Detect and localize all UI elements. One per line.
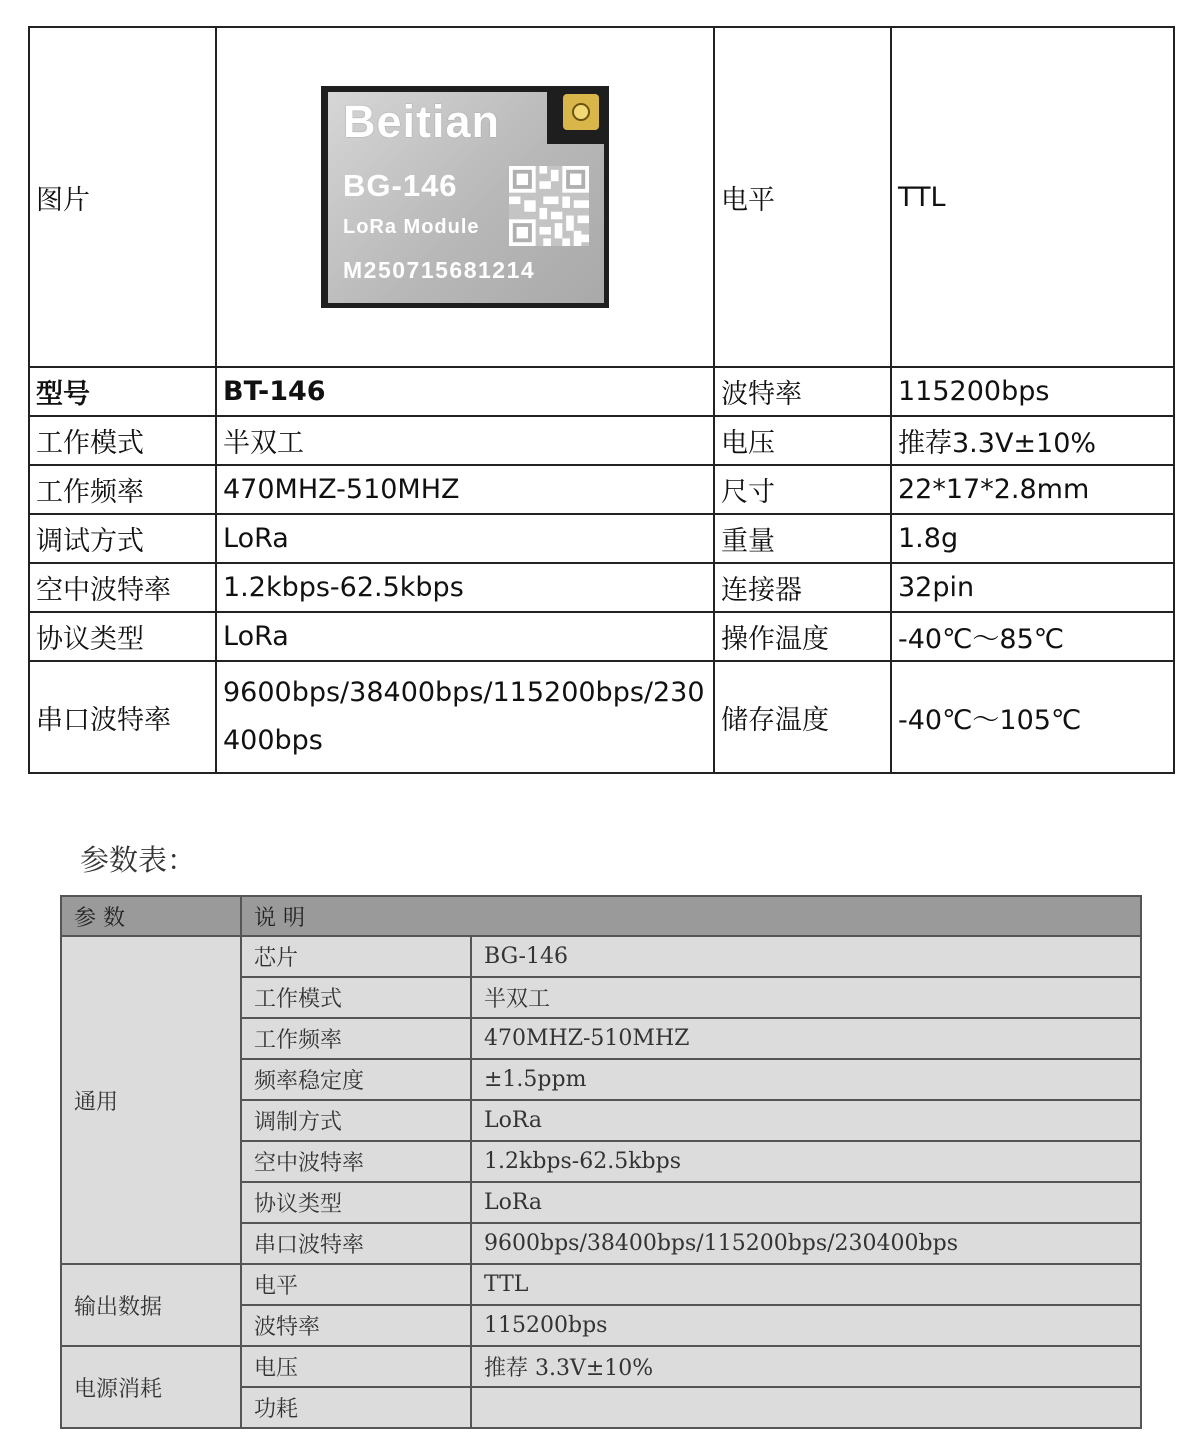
spec-label: 型号 — [29, 367, 216, 416]
param-key: 调制方式 — [241, 1100, 471, 1141]
spec-label-picture: 图片 — [29, 27, 216, 367]
spec-value: 22*17*2.8mm — [891, 465, 1174, 514]
spec-row — [29, 563, 1174, 612]
spec-label: 尺寸 — [714, 465, 891, 514]
param-value: 半双工 — [471, 977, 1141, 1018]
antenna-connector-icon — [563, 94, 599, 130]
spec-value: -40℃～85℃ — [891, 612, 1174, 661]
param-key: 协议类型 — [241, 1182, 471, 1223]
spec-value-level: TTL — [891, 27, 1174, 367]
spec-label: 协议类型 — [29, 612, 216, 661]
spec-label: 重量 — [714, 514, 891, 563]
param-key: 电平 — [241, 1264, 471, 1305]
module-subtitle: LoRa Module — [343, 216, 480, 238]
spec-value: LoRa — [216, 514, 714, 563]
spec-label: 串口波特率 — [29, 661, 216, 773]
param-section-title: 参数表： — [80, 843, 197, 877]
spec-row — [29, 514, 1174, 563]
param-group: 电源消耗 — [61, 1346, 241, 1428]
module-image — [321, 86, 609, 308]
spec-value: -40℃～105℃ — [891, 661, 1174, 773]
spec-label-level: 电平 — [714, 27, 891, 367]
param-value: LoRa — [471, 1100, 1141, 1141]
module-image-cell — [216, 27, 714, 367]
spec-table — [28, 26, 1175, 774]
spec-row — [29, 612, 1174, 661]
spec-label: 波特率 — [714, 367, 891, 416]
param-row — [61, 1346, 1141, 1387]
spec-row — [29, 661, 1174, 773]
param-value: 9600bps/38400bps/115200bps/230400bps — [471, 1223, 1141, 1264]
spec-value: 115200bps — [891, 367, 1174, 416]
param-key: 工作频率 — [241, 1018, 471, 1059]
param-value: BG-146 — [471, 936, 1141, 977]
spec-value: 32pin — [891, 563, 1174, 612]
param-value: 115200bps — [471, 1305, 1141, 1346]
param-value: 1.2kbps-62.5kbps — [471, 1141, 1141, 1182]
spec-value: 推荐3.3V±10% — [891, 416, 1174, 465]
param-header-param: 参 数 — [61, 896, 241, 936]
module-model: BG-146 — [343, 168, 458, 203]
param-header-desc: 说 明 — [241, 896, 1141, 936]
param-row — [61, 936, 1141, 977]
spec-label: 调试方式 — [29, 514, 216, 563]
qr-code-icon — [509, 166, 589, 246]
param-value: 推荐 3.3V±10% — [471, 1346, 1141, 1387]
param-value — [471, 1387, 1141, 1428]
param-row — [61, 1264, 1141, 1305]
param-value: TTL — [471, 1264, 1141, 1305]
spec-label: 工作模式 — [29, 416, 216, 465]
param-group: 输出数据 — [61, 1264, 241, 1346]
spec-value: 1.2kbps-62.5kbps — [216, 563, 714, 612]
param-value: 470MHZ-510MHZ — [471, 1018, 1141, 1059]
spec-value: LoRa — [216, 612, 714, 661]
param-value: ±1.5ppm — [471, 1059, 1141, 1100]
param-key: 串口波特率 — [241, 1223, 471, 1264]
param-group: 通用 — [61, 936, 241, 1264]
spec-label: 储存温度 — [714, 661, 891, 773]
module-brand: Beitian — [343, 96, 501, 147]
param-key: 芯片 — [241, 936, 471, 977]
spec-label: 操作温度 — [714, 612, 891, 661]
param-key: 空中波特率 — [241, 1141, 471, 1182]
param-table — [60, 895, 1142, 1429]
spec-row — [29, 367, 1174, 416]
param-key: 工作模式 — [241, 977, 471, 1018]
spec-label: 空中波特率 — [29, 563, 216, 612]
spec-label: 工作频率 — [29, 465, 216, 514]
param-key: 电压 — [241, 1346, 471, 1387]
spec-label: 电压 — [714, 416, 891, 465]
param-key: 频率稳定度 — [241, 1059, 471, 1100]
spec-value: 470MHZ-510MHZ — [216, 465, 714, 514]
param-header-row — [61, 896, 1141, 936]
spec-value: 半双工 — [216, 416, 714, 465]
param-key: 功耗 — [241, 1387, 471, 1428]
spec-row — [29, 416, 1174, 465]
spec-row-picture — [29, 27, 1174, 367]
spec-row — [29, 465, 1174, 514]
spec-value: 1.8g — [891, 514, 1174, 563]
spec-value: 9600bps/38400bps/115200bps/230400bps — [216, 661, 714, 773]
spec-label: 连接器 — [714, 563, 891, 612]
spec-value: BT-146 — [216, 367, 714, 416]
module-serial: M250715681214 — [343, 257, 536, 283]
param-key: 波特率 — [241, 1305, 471, 1346]
param-value: LoRa — [471, 1182, 1141, 1223]
